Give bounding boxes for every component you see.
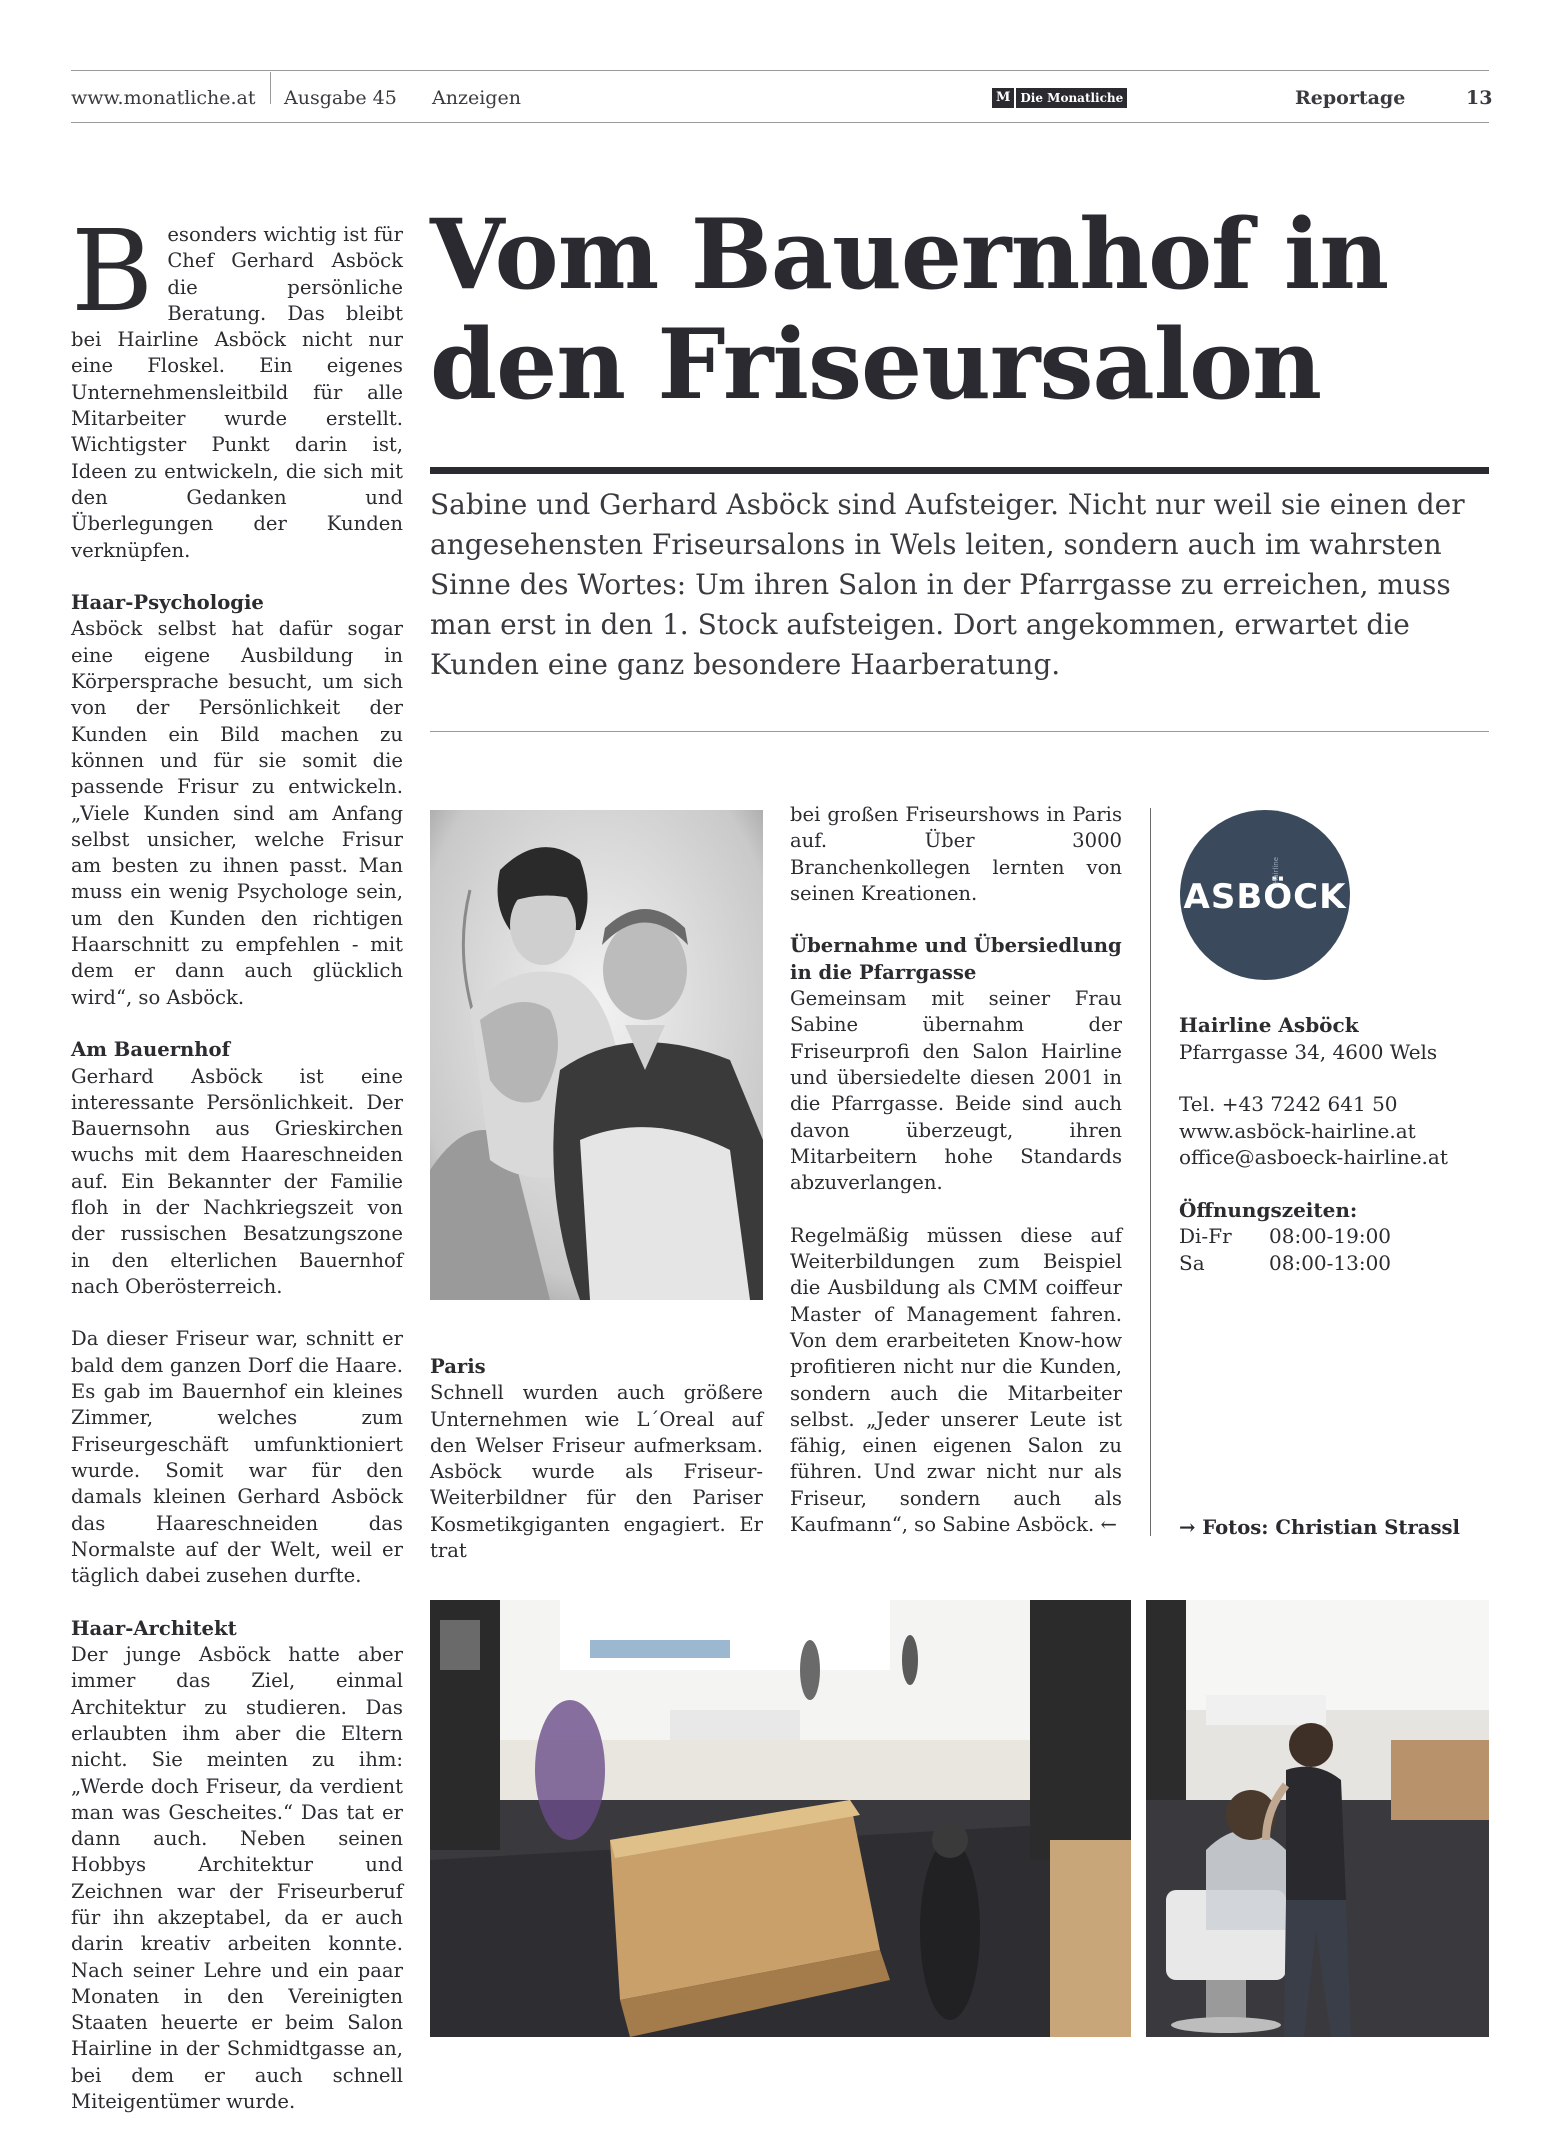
section-haar-psychologie: [71, 590, 403, 1011]
subheading: Paris: [430, 1355, 486, 1378]
logo-mark: M: [992, 88, 1014, 108]
column-3: [790, 802, 1122, 1565]
lead-paragraph: Sabine und Gerhard Asböck sind Aufsteiger. Nicht nur weil sie einen der angesehensten Friseursalons in Wels leiten, sondern auch im wahrsten Sinne des Wortes: Um ihren Salon in der Pfarrgasse zu erreichen, muss man erst in den 1. Stock aufsteigen. Dort angekommen, erwartet die Kunden eine ganz besondere Haarberatung.: [430, 488, 1465, 681]
photo-credit: → Fotos: Christian Strassl: [1179, 1516, 1460, 1539]
paragraph-weiterbildung: [790, 1223, 1122, 1539]
drop-cap: B: [71, 207, 154, 337]
salon-phone[interactable]: Tel. +43 7242 641 50: [1179, 1092, 1398, 1116]
hours-title: Öffnungszeiten:: [1179, 1197, 1358, 1222]
hours-row: [1179, 1250, 1499, 1277]
paragraph: Da dieser Friseur war, schnitt er bald dem ganzen Dorf die Haare. Es gab im Bauernhof ein kleines Zimmer, welches zum Friseurgeschäft umfunktioniert wurde. Somit war für den damals kleinen Gerhard Asböck das Haareschneiden das Normalste auf der Welt, weil er täglich dabei zusehen durfte.: [71, 1327, 403, 1588]
paragraph-continued: [790, 802, 1122, 907]
lead-rule: [430, 731, 1489, 732]
salon-name: Hairline Asböck: [1179, 1013, 1359, 1037]
masthead-logo: [992, 88, 1127, 108]
hours-days: Di-Fr: [1179, 1224, 1232, 1248]
header-website[interactable]: www.monatliche.at: [71, 87, 256, 109]
section-uebernahme: [790, 933, 1122, 1196]
logo-small-text: Hairline: [1272, 856, 1280, 884]
header-top-rule: [71, 70, 1489, 71]
subheading: Haar-Psychologie: [71, 591, 264, 615]
salon-email[interactable]: office@asboeck-hairline.at: [1179, 1145, 1448, 1169]
subheading: Am Bauernhof: [71, 1038, 231, 1062]
subheading: Haar-Architekt: [71, 1616, 237, 1640]
section-am-bauernhof: [71, 1037, 403, 1300]
column-divider: [1150, 808, 1151, 1536]
headline-line-2: den Friseursalon: [430, 308, 1321, 421]
intro-paragraph: [71, 207, 403, 564]
paragraph-friseur: [71, 1326, 403, 1589]
headline-rule: [430, 467, 1489, 474]
hours-time: 08:00-13:00: [1269, 1250, 1392, 1275]
header-issue: Ausgabe 45: [284, 87, 397, 109]
salon-website[interactable]: www.asböck-hairline.at: [1179, 1118, 1416, 1143]
hairdresser-photo: [1146, 1600, 1489, 2037]
contact-info: [1179, 1012, 1499, 1276]
asboeck-logo: [1180, 810, 1350, 980]
section-haar-architekt: [71, 1616, 403, 2116]
header-bottom-rule: [71, 122, 1489, 123]
subheading: Übernahme und Übersiedlung in die Pfarrgasse: [790, 934, 1122, 984]
portrait-photo: [430, 810, 763, 1300]
column-2: [430, 1354, 763, 1591]
section-paris: [430, 1354, 763, 1564]
salon-interior-photo: [430, 1600, 1131, 2037]
hours-row: [1179, 1223, 1499, 1250]
page-number: 13: [1466, 87, 1493, 109]
header-ads: Anzeigen: [432, 87, 521, 109]
paragraph: Der junge Asböck hatte aber immer das Ziel, einmal Architektur zu studieren. Das erlaubten ihm aber die Eltern nicht. Sie meinten zu ihm: „Werde doch Friseur, da verdient man was Gescheites.“ Das tat er dann auch. Neben seinen Hobbys Architektur und Zeichnen war der Friseurberuf für ihn akzeptabel, da er auch darin kreativ arbeiten konnte. Nach seiner Lehre und ein paar Monaten in den Vereinigten Staaten heuerte er beim Salon Hairline in der Schmidtgasse an, bei dem er auch schnell Miteigentümer wurde.: [71, 1643, 403, 2114]
hours-days: Sa: [1179, 1250, 1205, 1275]
salon-address: Pfarrgasse 34, 4600 Wels: [1179, 1039, 1438, 1064]
column-1: [71, 207, 403, 2142]
paragraph: Regelmäßig müssen diese auf Weiterbildungen zum Beispiel die Ausbildung als CMM coiffeur Master of Management fahren. Von dem erarbeiteten Know-how profitieren nicht nur die Kunden, sondern auch die Mitarbeiter selbst. „Jeder unserer Leute ist fähig, einen eigenen Salon zu führen. Und zwar nicht nur als Friseur, sondern auch als Kaufmann“, so Sabine Asböck. ←: [790, 1223, 1122, 1537]
intro-text: esonders wichtig ist für Chef Gerhard Asböck die persönliche Beratung. Das bleibt bei Hairline Asböck nicht nur eine Floskel. Ein eigenes Unternehmensleitbild für alle Mitarbeiter wurde erstellt. Wichtigster Punkt darin ist, Ideen zu entwickeln, die sich mit den Gedanken und Überlegungen der Kunden verknüpfen.: [71, 223, 403, 562]
header-separator: [270, 72, 271, 104]
article-headline: [430, 200, 1500, 420]
paragraph: Gemeinsam mit seiner Frau Sabine übernahm der Friseurprofi den Salon Hairline und übersiedelte diesen 2001 in die Pfarrgasse. Beide sind auch davon überzeugt, ihren Mitarbeitern hohe Standards abzuverlangen.: [790, 987, 1122, 1195]
logo-text: ASBÖCK: [1183, 877, 1347, 917]
paragraph: Schnell wurden auch größere Unternehmen wie L´Oreal auf den Welser Friseur aufmerksam. Asböck wurde als Friseur-Weiterbildner für den Pariser Kosmetikgiganten engagiert. Er trat: [430, 1381, 763, 1563]
logo-name: Die Monatliche: [1016, 88, 1127, 108]
headline-line-1: Vom Bauernhof in: [430, 198, 1389, 311]
header-section: Reportage: [1295, 87, 1406, 109]
paragraph: Asböck selbst hat dafür sogar eine eigene Ausbildung in Körpersprache besucht, um sich von der Persönlichkeit der Kunden ein Bild machen zu können und für sie somit die passende Frisur zu entwickeln. „Viele Kunden sind am Anfang selbst unsicher, welche Frisur am besten zu ihnen passt. Man muss ein wenig Psychologe sein, um den Kunden den richtigen Haarschnitt zu empfehlen - mit dem er dann auch glücklich wird“, so Asböck.: [71, 617, 403, 1009]
paragraph: Gerhard Asböck ist eine interessante Persönlichkeit. Der Bauernsohn aus Grieskirchen wuchs mit dem Haareschneiden auf. Ein Bekannter der Familie floh in der Nachkriegszeit von der russischen Besatzungszone in den elterlichen Bauernhof nach Oberösterreich.: [71, 1064, 403, 1298]
hours-time: 08:00-19:00: [1269, 1224, 1392, 1248]
paragraph: bei großen Friseurshows in Paris auf. Über 3000 Branchenkollegen lernten von seinen Kreationen.: [790, 803, 1122, 905]
